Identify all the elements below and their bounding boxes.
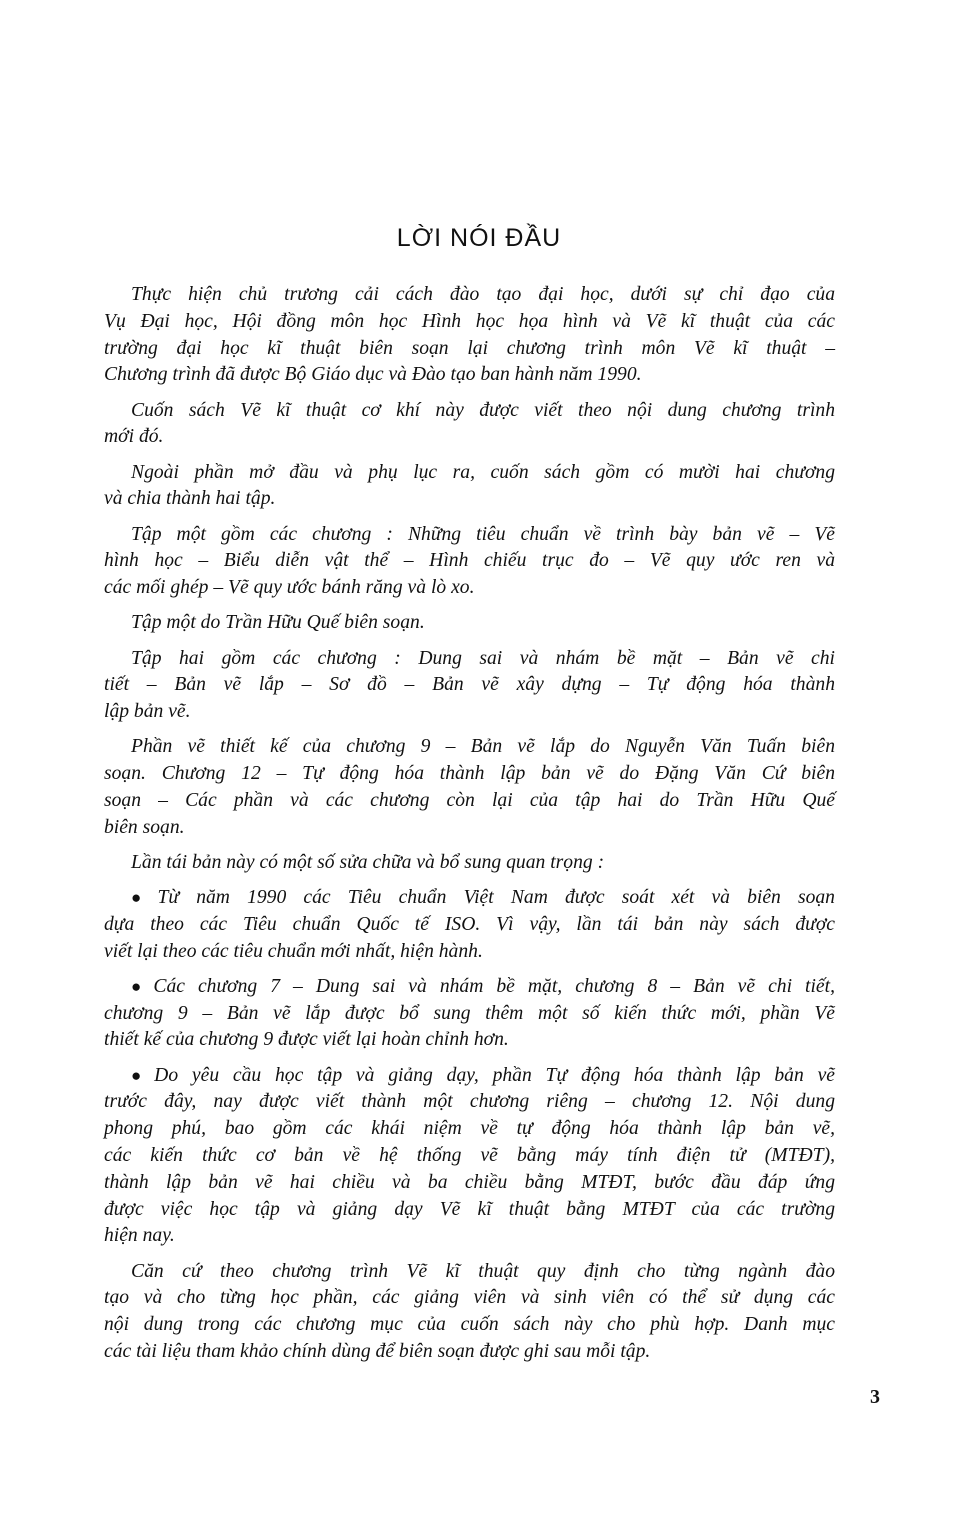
line-text: Căn cứ theo chương trình Vẽ kĩ thuật quy định cho từng ngành đào xyxy=(131,1260,835,1282)
text-line xyxy=(104,424,835,451)
text-line xyxy=(104,362,835,389)
line-text: dựa theo các Tiêu chuẩn Quốc tế ISO. Vì vậy, lần tái bản này sách được xyxy=(104,913,835,935)
text-line xyxy=(104,850,835,877)
paragraph xyxy=(104,734,835,841)
text-line xyxy=(104,815,835,842)
line-text: Lần tái bản này có một số sửa chữa và bổ sung quan trọng : xyxy=(131,851,605,873)
text-line xyxy=(104,336,835,363)
text-line xyxy=(104,309,835,336)
text-line xyxy=(104,912,835,939)
text-line xyxy=(104,788,835,815)
text-line xyxy=(104,1259,835,1286)
line-text: Từ năm 1990 các Tiêu chuẩn Việt Nam được soát xét và biên soạn xyxy=(157,887,835,909)
text-line xyxy=(104,398,835,425)
text-line xyxy=(104,1312,835,1339)
text-line xyxy=(104,734,835,761)
line-text: thiết kế của chương 9 được viết lại hoàn chỉnh hơn. xyxy=(104,1029,509,1051)
line-text: Tập hai gồm các chương : Dung sai và nhám bề mặt – Bản vẽ chi xyxy=(131,647,835,669)
line-text: trường đại học kĩ thuật biên soạn lại chương trình môn Vẽ kĩ thuật – xyxy=(104,337,835,359)
line-text: các kiến thức cơ bản về hệ thống vẽ bằng máy tính điện tử (MTĐT), xyxy=(104,1145,835,1167)
line-text: biên soạn. xyxy=(104,816,185,838)
line-text: Thực hiện chủ trương cải cách đào tạo đại học, dưới sự chỉ đạo của xyxy=(131,284,835,305)
line-text: thành lập bản vẽ hai chiều và ba chiều bằng MTĐT, bước đầu đáp ứng xyxy=(104,1171,835,1193)
preface-body xyxy=(104,282,835,1374)
text-line xyxy=(104,460,835,487)
text-line xyxy=(104,282,835,309)
line-text: soạn – Các phần và các chương còn lại của tập hai do Trần Hữu Quế xyxy=(104,789,835,811)
text-line xyxy=(104,1170,835,1197)
paragraph xyxy=(104,850,835,877)
line-text: viết lại theo các tiêu chuẩn mới nhất, hiện hành. xyxy=(104,940,483,962)
line-text: tạo và cho từng học phần, các giảng viên và sinh viên có thể sử dụng các xyxy=(104,1287,835,1309)
line-text: được việc học tập và giảng dạy Vẽ kĩ thuật bằng MTĐT của các trường xyxy=(104,1198,835,1220)
text-line xyxy=(104,1063,835,1090)
line-text: Chương trình đã được Bộ Giáo dục và Đào tạo ban hành năm 1990. xyxy=(104,364,642,386)
text-line xyxy=(104,575,835,602)
text-line xyxy=(104,974,835,1001)
bullet-icon: ● xyxy=(131,976,150,996)
line-text: Tập một do Trần Hữu Quế biên soạn. xyxy=(131,612,425,634)
line-text: soạn. Chương 12 – Tự động hóa thành lập bản vẽ do Đặng Văn Cứ biên xyxy=(104,763,835,785)
text-line xyxy=(104,1339,835,1366)
text-line xyxy=(104,672,835,699)
text-line xyxy=(104,761,835,788)
page-title: LỜI NÓI ĐẦU xyxy=(396,224,562,252)
text-line xyxy=(104,486,835,513)
text-line xyxy=(104,522,835,549)
paragraph xyxy=(104,460,835,514)
text-line xyxy=(104,939,835,966)
line-text: trước đây, nay được viết thành một chương riêng – chương 12. Nội dung xyxy=(104,1091,835,1113)
text-line xyxy=(104,1001,835,1028)
line-text: và chia thành hai tập. xyxy=(104,488,276,510)
line-text: Phần vẽ thiết kế của chương 9 – Bản vẽ lắp do Nguyễn Văn Tuấn biên xyxy=(131,736,835,758)
line-text: Vụ Đại học, Hội đồng môn học Hình học họa hình và Vẽ kĩ thuật của các xyxy=(104,310,835,332)
paragraph xyxy=(104,610,835,637)
line-text: mới đó. xyxy=(104,426,164,448)
paragraph xyxy=(104,1259,835,1366)
line-text: tiết – Bản vẽ lắp – Sơ đồ – Bản vẽ xây dựng – Tự động hóa thành xyxy=(104,674,835,696)
line-text: các mối ghép – Vẽ quy ước bánh răng và lò xo. xyxy=(104,577,475,599)
line-text: hiện nay. xyxy=(104,1225,175,1247)
line-text: nội dung trong các chương mục của cuốn sách này cho phù hợp. Danh mục xyxy=(104,1314,835,1336)
line-text: Do yêu cầu học tập và giảng dạy, phần Tự động hóa thành lập bản vẽ xyxy=(154,1064,835,1086)
text-line xyxy=(104,1027,835,1054)
text-line xyxy=(104,1143,835,1170)
line-text: Ngoài phần mở đầu và phụ lục ra, cuốn sách gồm có mười hai chương xyxy=(131,461,835,483)
text-line xyxy=(104,548,835,575)
paragraph xyxy=(104,398,835,452)
text-line xyxy=(104,1116,835,1143)
line-text: phong phú, bao gồm các khái niệm về tự động hóa thành lập bản vẽ, xyxy=(104,1118,835,1140)
line-text: hình học – Biểu diễn vật thể – Hình chiếu trục đo – Vẽ quy ước ren và xyxy=(104,550,835,572)
line-text: Cuốn sách Vẽ kĩ thuật cơ khí này được viết theo nội dung chương trình xyxy=(131,399,835,421)
line-text: Tập một gồm các chương : Những tiêu chuẩn về trình bày bản vẽ – Vẽ xyxy=(131,523,835,545)
paragraph xyxy=(104,522,835,602)
line-text: lập bản vẽ. xyxy=(104,701,191,723)
text-line xyxy=(104,646,835,673)
page-number: 3 xyxy=(870,1386,880,1408)
paragraph xyxy=(104,646,835,726)
bullet-paragraph xyxy=(104,885,835,965)
text-line xyxy=(104,699,835,726)
line-text: Các chương 7 – Dung sai và nhám bề mặt, chương 8 – Bản vẽ chi tiết, xyxy=(153,975,835,997)
text-line xyxy=(104,1197,835,1224)
text-line xyxy=(104,1089,835,1116)
line-text: các tài liệu tham khảo chính dùng để biên soạn được ghi sau mỗi tập. xyxy=(104,1340,651,1362)
line-text: chương 9 – Bản vẽ lắp được bổ sung thêm một số kiến thức mới, phần Vẽ xyxy=(104,1002,835,1024)
bullet-icon: ● xyxy=(131,888,154,908)
text-line xyxy=(104,1223,835,1250)
text-line xyxy=(104,1285,835,1312)
text-line xyxy=(104,610,835,637)
paragraph xyxy=(104,282,835,389)
bullet-paragraph xyxy=(104,1063,835,1251)
bullet-icon: ● xyxy=(131,1065,151,1085)
bullet-paragraph xyxy=(104,974,835,1054)
text-line xyxy=(104,885,835,912)
